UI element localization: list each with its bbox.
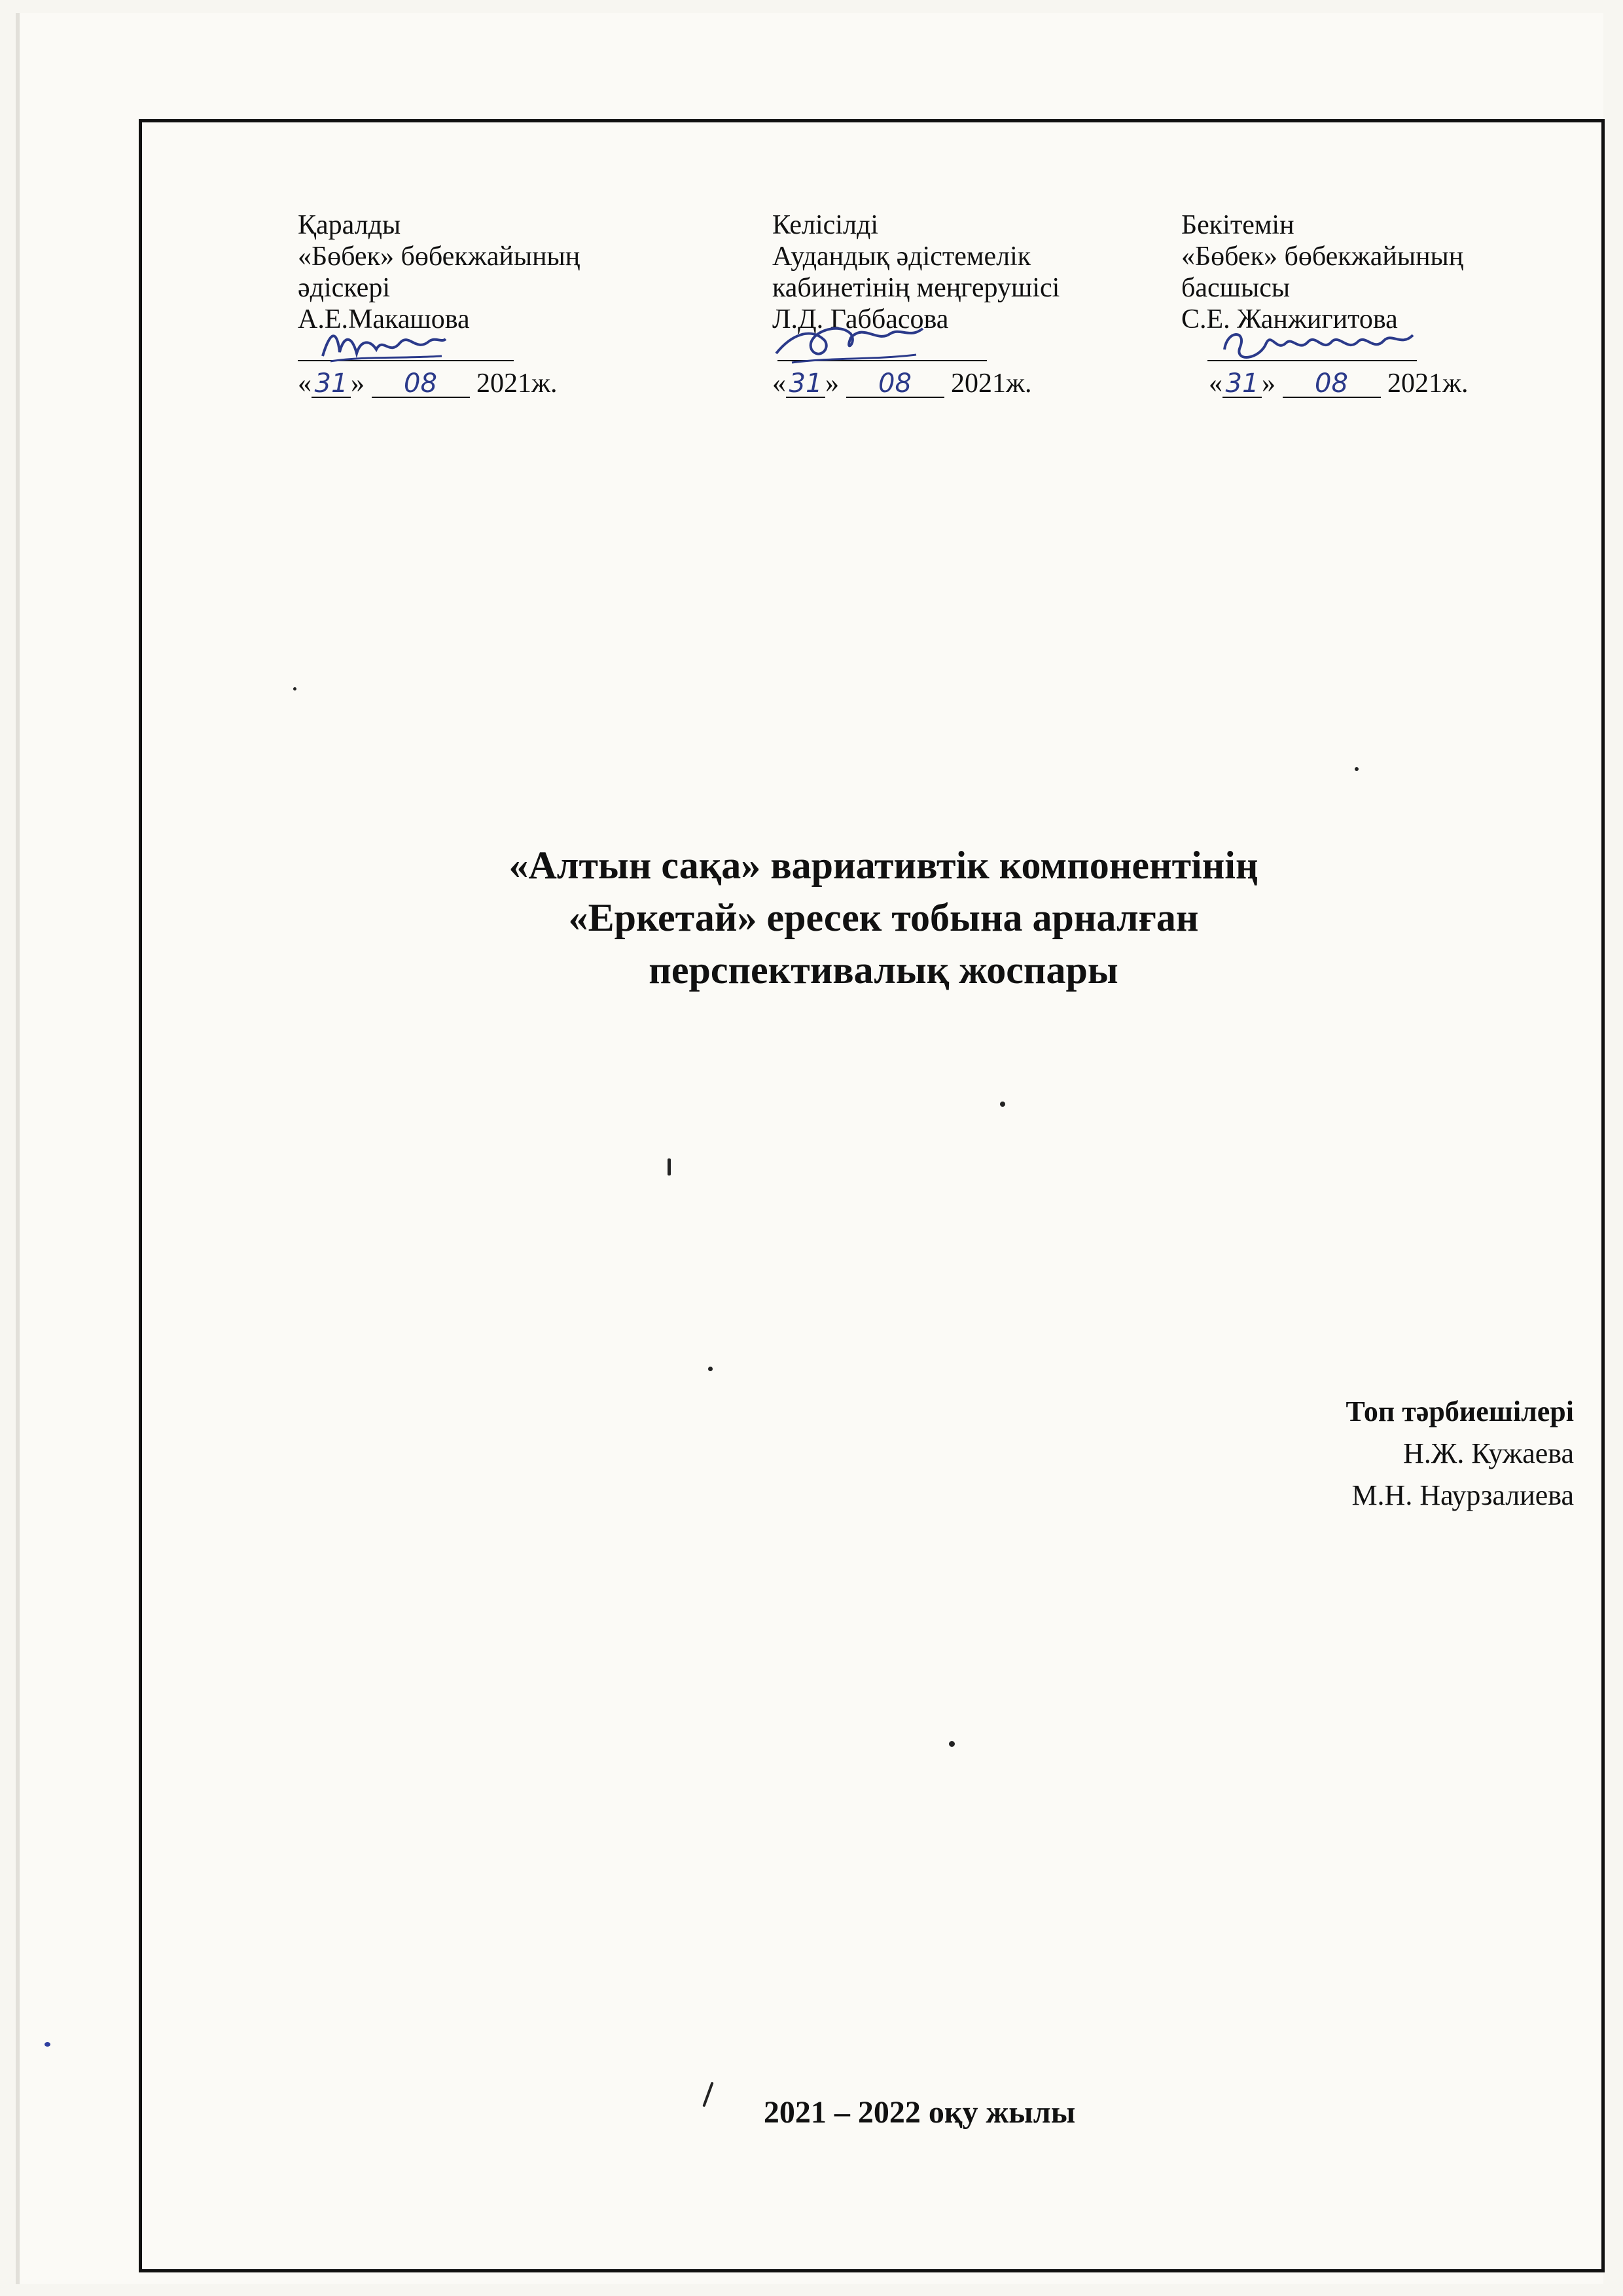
teacher-name: Н.Ж. Кужаева bbox=[1403, 1437, 1574, 1469]
approval-label: Келісілді bbox=[772, 210, 878, 240]
title-line-1: «Алтын сақа» вариативтік компонентінің bbox=[508, 844, 1258, 887]
title-line-2: «Еркетай» ересек тобына арналған bbox=[568, 896, 1199, 939]
date-day-handwritten: 31 bbox=[1222, 370, 1262, 398]
approval-date: « 31 » 08 2021ж. bbox=[298, 368, 558, 399]
approval-position: әдіскері bbox=[298, 273, 390, 303]
approval-label: Бекітемін bbox=[1181, 210, 1294, 240]
approval-organization: Аудандық әдістемелік bbox=[772, 242, 1031, 272]
approval-block-approved bbox=[1181, 209, 1469, 399]
approval-name: Л.Д. Габбасова bbox=[772, 304, 949, 334]
date-day-handwritten: 31 bbox=[312, 370, 351, 398]
approval-position: басшысы bbox=[1181, 273, 1291, 303]
signature-line bbox=[1181, 339, 1469, 365]
approval-date: « 31 » 08 2021ж. bbox=[1209, 368, 1469, 399]
date-month-handwritten: 08 bbox=[372, 370, 470, 398]
scan-speck bbox=[1355, 767, 1359, 771]
teachers-block bbox=[1346, 1391, 1575, 1516]
academic-year: 2021 – 2022 оқу жылы bbox=[763, 2095, 1076, 2130]
approval-name: С.Е. Жанжигитова bbox=[1181, 304, 1398, 334]
approval-name: А.Е.Макашова bbox=[298, 304, 470, 334]
scan-speck bbox=[45, 2042, 50, 2047]
scan-speck bbox=[1000, 1102, 1005, 1107]
handwritten-signature bbox=[772, 314, 929, 369]
handwritten-signature bbox=[1221, 323, 1417, 369]
approval-organization: «Бөбек» бөбекжайының bbox=[1181, 242, 1464, 272]
academic-year-footer bbox=[0, 2094, 1623, 2130]
date-day-handwritten: 31 bbox=[786, 370, 825, 398]
handwritten-signature bbox=[317, 323, 448, 369]
date-month-handwritten: 08 bbox=[846, 370, 944, 398]
approval-block-reviewed bbox=[298, 209, 580, 399]
scan-speck bbox=[293, 687, 296, 691]
approval-label: Қаралды bbox=[298, 210, 401, 240]
teacher-name: М.Н. Наурзалиева bbox=[1351, 1479, 1574, 1511]
teachers-heading: Топ тәрбиешілері bbox=[1346, 1395, 1574, 1427]
scan-speck bbox=[708, 1367, 713, 1371]
approval-block-agreed bbox=[772, 209, 1060, 399]
scan-speck bbox=[949, 1741, 955, 1747]
approval-position: кабинетінің меңгерушісі bbox=[772, 273, 1060, 303]
approval-organization: «Бөбек» бөбекжайының bbox=[298, 242, 580, 272]
scan-speck bbox=[668, 1158, 671, 1175]
signature-line bbox=[772, 339, 1060, 365]
page-border-frame bbox=[139, 119, 1605, 2272]
date-month-handwritten: 08 bbox=[1283, 370, 1381, 398]
signature-line bbox=[298, 339, 580, 365]
title-line-3: перспективалық жоспары bbox=[649, 948, 1118, 992]
document-title bbox=[393, 839, 1374, 996]
approval-date: « 31 » 08 2021ж. bbox=[772, 368, 1032, 399]
